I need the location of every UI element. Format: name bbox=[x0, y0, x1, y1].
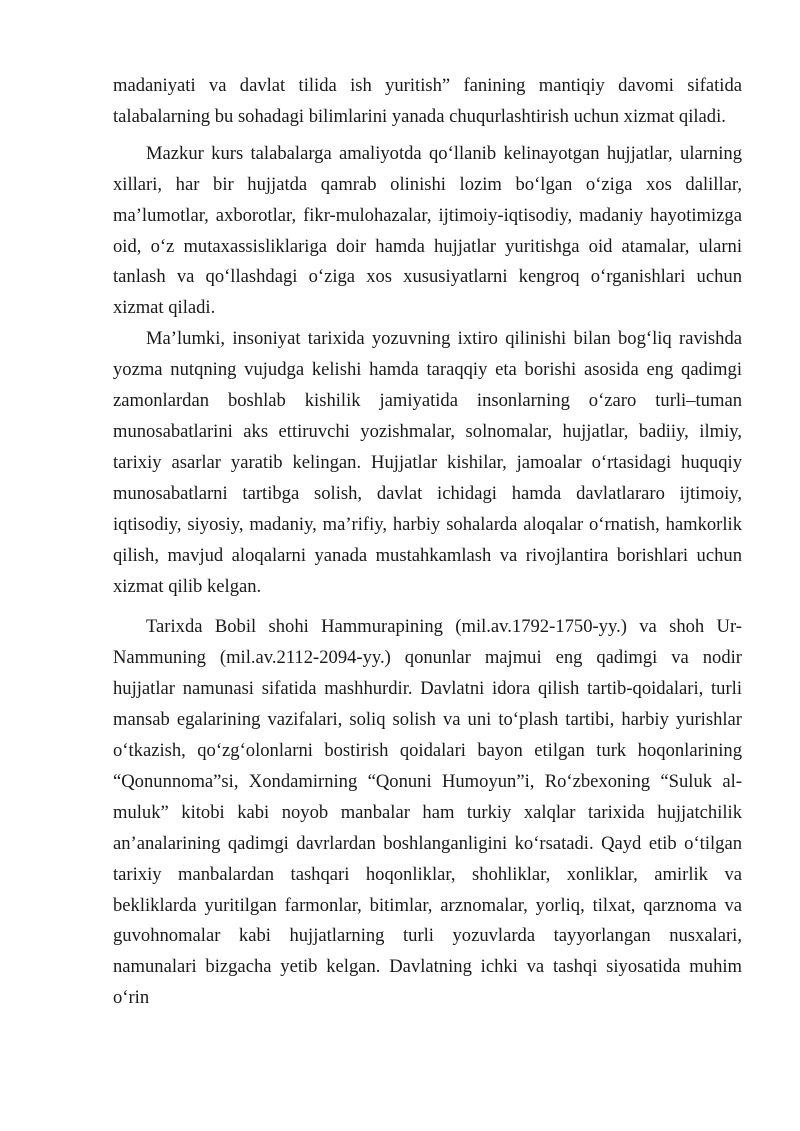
paragraph-history-of-writing: Ma’lumki, insoniyat tarixida yozuvning ixtiro qilinishi bilan bog‘liq ravishda yozma nutqning vujudga kelishi hamda taraqqiy eta borishi asosida eng qadimgi zamonlardan boshlab kishilik jamiyatida insonlarning o‘zaro turli–tuman munosabatlarini aks ettiruvchi yozishmalar, solnomalar, hujjatlar, badiiy, ilmiy, tarixiy asarlar yaratib kelingan. Hujjatlar kishilar, jamoalar o‘rtasidagi huquqiy munosabatlarni tartibga solish, davlat ichidagi hamda davlatlararo ijtimoiy, iqtisodiy, siyosiy, madaniy, ma’rifiy, harbiy sohalarda aloqalar o‘rnatish, hamkorlik qilish, mavjud aloqalarni yanada mustahkamlash va rivojlantira borishlari uchun xizmat qilib kelgan. bbox=[113, 328, 742, 597]
document-page bbox=[113, 71, 742, 1014]
paragraph-ancient-documents: Tarixda Bobil shohi Hammurapining (mil.av.1792-1750-yy.) va shoh Ur-Nammuning (mil.av.2112-2094-yy.) qonunlar majmui eng qadimgi va nodir hujjatlar namunasi sifatida mashhurdir. Davlatni idora qilish tartib-qoidalari, turli mansab egalarining vazifalari, soliq solish va uni to‘plash tartibi, harbiy yurishlar o‘tkazish, qo‘zg‘olonlarni bostirish qoidalari bayon etilgan turk hoqonlarining “Qonunnoma”si, Xondamirning “Qonuni Humoyun”i, Ro‘zbexoning “Suluk al-muluk” kitobi kabi noyob manbalar ham turkiy xalqlar tarixida hujjatchilik an’analarining qadimgi davrlardan boshlanganligini ko‘rsatadi. Qayd etib o‘tilgan tarixiy manbalardan tashqari hoqonliklar, shohliklar, xonliklar, amirlik va bekliklarda yuritilgan farmonlar, bitimlar, arznomalar, yorliq, tilxat, qarznoma va guvohnomalar kabi hujjatlarning turli yozuvlarda tayyorlangan nusxalari, namunalari bizgacha yetib kelgan. Davlatning ichki va tashqi siyosatida muhim o‘rin bbox=[113, 616, 742, 1009]
paragraph-continuation: madaniyati va davlat tilida ish yuritish” fanining mantiqiy davomi sifatida talabalarning bu sohadagi bilimlarini yanada chuqurlashtirish uchun xizmat qiladi. bbox=[113, 75, 742, 127]
paragraph-course-purpose: Mazkur kurs talabalarga amaliyotda qo‘llanib kelinayotgan hujjatlar, ularning xillari, har bir hujjatda qamrab olinishi lozim bo‘lgan o‘ziga xos dalillar, ma’lumotlar, axborotlar, fikr-mulohazalar, ijtimoiy-iqtisodiy, madaniy hayotimizga oid, o‘z mutaxassisliklariga doir hamda hujjatlar yuritishga oid atamalar, ularni tanlash va qo‘llashdagi o‘ziga xos xususiyatlarni kengroq o‘rganishlari uchun xizmat qiladi. bbox=[113, 142, 742, 319]
